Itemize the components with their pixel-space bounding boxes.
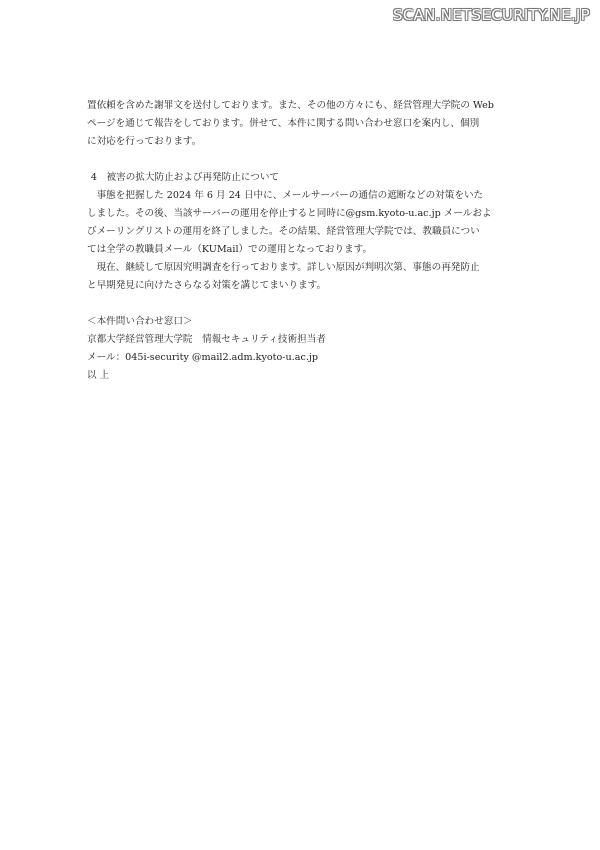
paragraph-line: しました。その後、当該サーバーの運用を停止すると同時に@gsm.kyoto-u.ac.jp メールおよ: [87, 208, 492, 219]
intro-line: に対応を行っております。: [87, 136, 202, 147]
site-watermark: SCAN.NETSECURITY.NE.JP: [393, 6, 590, 24]
section-heading: 4 被害の拡大防止および再発防止について: [90, 172, 280, 183]
intro-line: ページを通じて報告をしております。併せて、本件に関する問い合わせ窓口を案内し、個別: [87, 118, 480, 129]
closing-mark: 以 上: [87, 370, 110, 381]
section-4: [87, 169, 519, 295]
section-paragraph-2: [87, 259, 519, 295]
section-paragraph-1: [87, 187, 519, 259]
contact-block: [87, 313, 519, 367]
paragraph-line: 現在、継続して原因究明調査を行っております。詳しい原因が判明次第、事態の再発防止: [96, 262, 480, 273]
paragraph-line: びメーリングリストの運用を終了しました。その結果、経営管理大学院では、教職員につい: [87, 226, 480, 237]
paragraph-line: ては全学の教職員メール（KUMail）での運用となっております。: [87, 244, 373, 255]
paragraph-line: 事態を把握した 2024 年 6 月 24 日中に、メールサーバーの通信の遮断などの対策をいた: [96, 190, 484, 201]
paragraph-line: と早期発見に向けたさらなる対策を講じてまいります。: [87, 280, 327, 291]
contact-email: メール：045i-security @mail2.adm.kyoto-u.ac.jp: [87, 352, 319, 363]
contact-organization: 京都大学経営管理大学院 情報セキュリティ技術担当者: [87, 334, 326, 345]
intro-line: 置依頼を含めた謝罪文を送付しております。また、その他の方々にも、経営管理大学院の Web: [87, 100, 494, 111]
intro-paragraph: [87, 97, 519, 151]
document-body: [87, 97, 519, 385]
contact-title: ＜本件問い合わせ窓口＞: [87, 316, 193, 327]
